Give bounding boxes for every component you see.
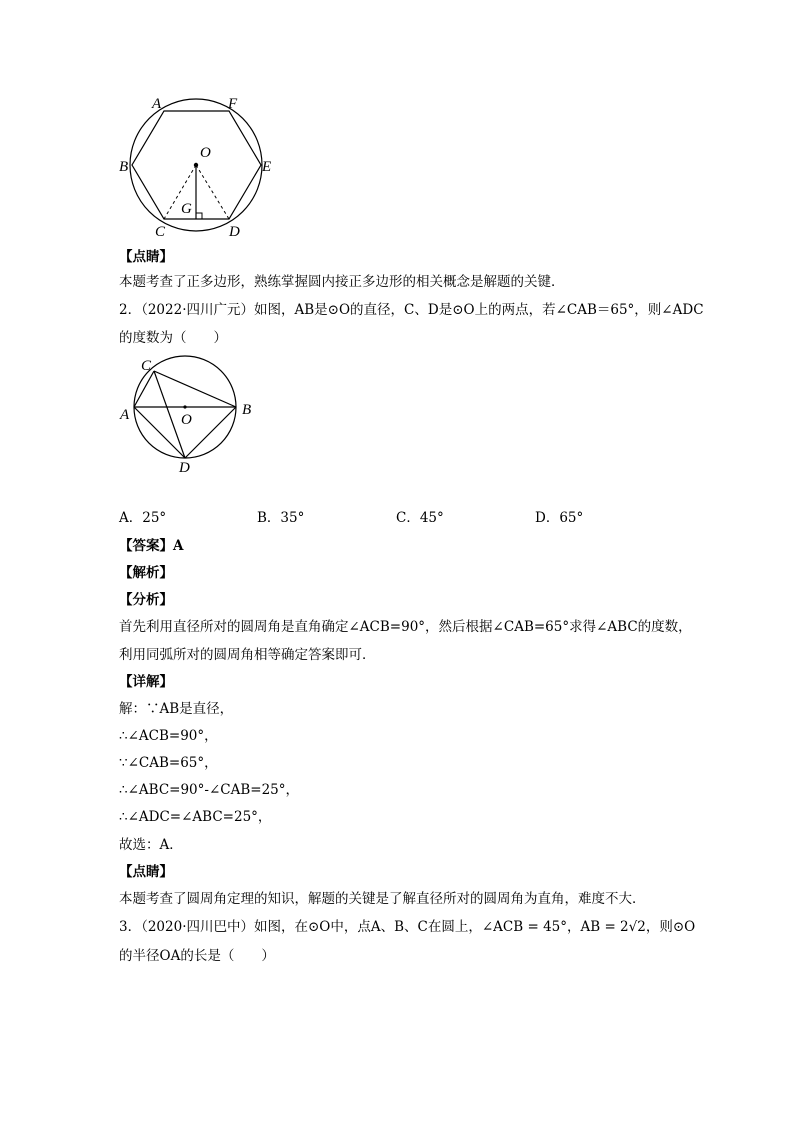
label-b: B [119, 159, 129, 175]
label-b: B [242, 402, 252, 418]
option-value: 65° [559, 510, 584, 526]
right-angle-mark [196, 213, 202, 219]
label-c: C [141, 358, 152, 374]
q1-dianjing-text: 本题考查了正多边形，熟练掌握圆内接正多边形的相关概念是解题的关键． [119, 274, 565, 290]
segment-ad [134, 407, 185, 458]
segment-cb [154, 371, 236, 407]
segment-od [196, 165, 229, 219]
center-dot [183, 405, 186, 408]
q3-stem-line1: 3．（2020·四川巴中）如图，在⊙O中，点A、B、C在圆上，∠ACB = 45°，AB = 2√2，则⊙O [119, 919, 696, 935]
q2-step-3: ∵∠CAB=65°， [119, 755, 218, 771]
label-e: E [262, 159, 272, 175]
option-value: 25° [142, 510, 167, 526]
q2-fenxi-heading: 【分析】 [119, 592, 173, 608]
label-o: O [181, 412, 192, 428]
q2-option-b [257, 508, 304, 528]
label-a: A [120, 407, 130, 423]
q2-step-2: ∴∠ACB=90°， [119, 728, 218, 744]
q2-stem-line1: 2．（2022·四川广元）如图，AB是⊙O的直径，C、D是⊙O上的两点，若∠CAB＝65°，则∠ADC [119, 302, 704, 318]
q2-step-1: 解：∵AB是直径， [119, 701, 234, 717]
q2-option-c [396, 508, 444, 528]
option-letter: C． [396, 510, 420, 526]
q2-xiangjie-heading: 【详解】 [119, 674, 173, 690]
label-d: D [179, 460, 190, 476]
q3-stem-line2: 的半径OA的长是（ ） [119, 948, 275, 964]
q2-step-5: ∴∠ADC=∠ABC=25°， [119, 809, 272, 825]
q2-answer: 【答案】A [119, 538, 184, 554]
option-letter: D． [535, 510, 560, 526]
circle-abcd-figure [115, 355, 260, 475]
q2-option-a [119, 508, 166, 528]
segment-bd [185, 407, 236, 458]
hexagon-circle-figure [112, 92, 282, 242]
q1-dianjing-heading: 【点睛】 [119, 249, 173, 265]
center-dot [194, 163, 198, 167]
option-value: 35° [280, 510, 305, 526]
label-g: G [181, 201, 192, 217]
q2-dianjing-heading: 【点睛】 [119, 864, 173, 880]
q2-jiexi-heading: 【解析】 [119, 565, 173, 581]
q2-step-6: 故选：A． [119, 837, 183, 853]
label-d: D [229, 224, 240, 240]
label-f: F [228, 96, 238, 112]
q2-option-d [535, 508, 583, 528]
label-o: O [200, 145, 211, 161]
q2-step-4: ∴∠ABC=90°-∠CAB=25°， [119, 782, 300, 798]
q2-analysis-line2: 利用同弧所对的圆周角相等确定答案即可． [119, 647, 376, 663]
label-a: A [152, 96, 162, 112]
q2-stem-line2: 的度数为（ ） [119, 330, 227, 346]
label-c: C [155, 224, 166, 240]
q2-dianjing-text: 本题考查了圆周角定理的知识，解题的关键是了解直径所对的圆周角为直角，难度不大． [119, 891, 646, 907]
option-value: 45° [419, 510, 444, 526]
option-letter: A． [119, 510, 143, 526]
q2-analysis-line1: 首先利用直径所对的圆周角是直角确定∠ACB=90°，然后根据∠CAB=65°求得∠ABC的度数， [119, 619, 692, 635]
option-letter: B． [257, 510, 281, 526]
